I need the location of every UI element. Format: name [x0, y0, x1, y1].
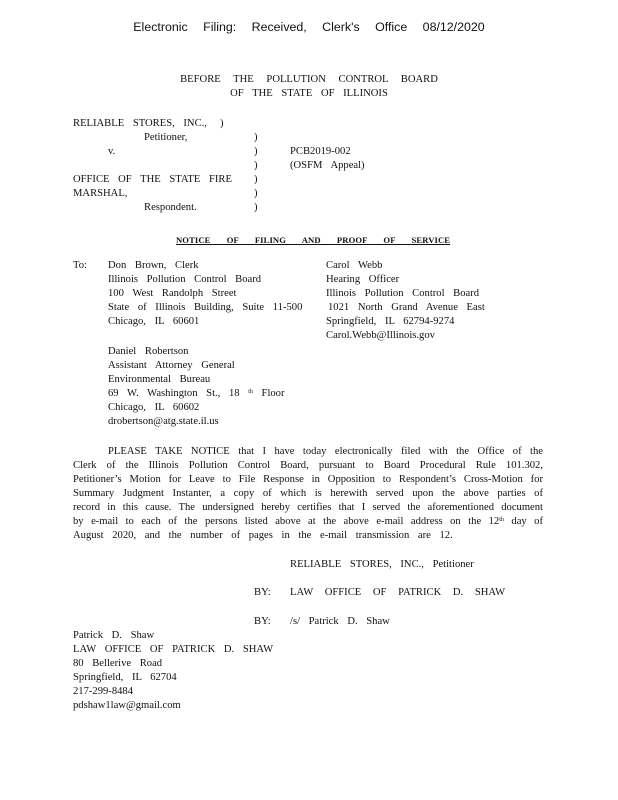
document-title: NOTICE OF FILING AND PROOF OF SERVICE [176, 235, 451, 245]
contact-phone: 217-299-8484 [73, 686, 134, 697]
notice-line: record in this cause. The undersigned hereby certifies that I served the aforementioned document [73, 502, 543, 513]
recipient-email: Carol.Webb@Illinois.gov [326, 330, 435, 341]
court-heading-line1: BEFORE THE POLLUTION CONTROL BOARD [180, 74, 438, 85]
caption-paren: ) [254, 202, 258, 213]
court-heading-line2: OF THE STATE OF ILLINOIS [230, 88, 388, 99]
contact-line: Springfield, IL 62704 [73, 672, 177, 683]
caption-versus: v. [108, 146, 116, 157]
recipient-line: Chicago, IL 60601 [108, 316, 200, 327]
by-label: BY: [254, 616, 271, 627]
caption-paren: ) [254, 188, 258, 199]
recipient-line: Illinois Pollution Control Board [108, 274, 262, 285]
notice-line [73, 515, 543, 529]
address-text: 69 W. Washington St., 18 [108, 388, 240, 399]
recipient-line: Hearing Officer [326, 274, 400, 285]
recipient-hearing-officer [326, 259, 485, 343]
signature-firm: LAW OFFICE OF PATRICK D. SHAW [290, 587, 506, 598]
recipient-line: Springfield, IL 62794-9274 [326, 316, 455, 327]
ordinal-suffix: th [499, 517, 504, 523]
notice-line: PLEASE TAKE NOTICE that I have today electronically filed with the Office of the [108, 446, 543, 457]
by-label: BY: [254, 587, 271, 598]
caption-respondent-name: OFFICE OF THE STATE FIRE [73, 174, 232, 185]
contact-email: pdshaw1law@gmail.com [73, 700, 181, 711]
recipient-line: Chicago, IL 60602 [108, 402, 200, 413]
filing-stamp: Electronic Filing: Received, Clerk's Office 08/12/2020 [133, 20, 485, 34]
ordinal-suffix: th [248, 389, 253, 395]
notice-text: by e-mail to each of the persons listed above at the above e-mail address on the 12 [73, 516, 500, 527]
case-number: PCB2019-002 [290, 146, 351, 157]
contact-line: Patrick D. Shaw [73, 630, 155, 641]
electronic-signature: /s/ Patrick D. Shaw [290, 616, 390, 627]
caption-petitioner-role: Petitioner, [144, 132, 188, 143]
signature-party: RELIABLE STORES, INC., Petitioner [290, 559, 474, 570]
recipient-line: Carol Webb [326, 260, 383, 271]
recipient-line: Don Brown, Clerk [108, 260, 199, 271]
to-label: To: [73, 260, 87, 271]
recipient-attorney [108, 345, 285, 429]
caption-paren: ) [254, 132, 258, 143]
notice-text: day of [511, 516, 543, 527]
address-text: Floor [261, 388, 285, 399]
recipient-line: 1021 North Grand Avenue East [328, 302, 485, 313]
caption-paren: ) [254, 174, 258, 185]
case-type: (OSFM Appeal) [290, 160, 365, 171]
notice-line: Petitioner’s Motion for Leave to File Response in Opposition to Respondent’s Cross-Motion for [73, 474, 543, 485]
recipient-line: Illinois Pollution Control Board [326, 288, 480, 299]
recipient-clerk [108, 259, 302, 329]
notice-line: August 2020, and the number of pages in the e-mail transmission are 12. [73, 530, 453, 541]
recipient-address-line [108, 387, 285, 401]
notice-line: Summary Judgment Instanter, a copy of which is herewith served upon the above parties of [73, 488, 543, 499]
caption-paren: ) [254, 160, 258, 171]
caption-petitioner-name: RELIABLE STORES, INC., [73, 118, 207, 129]
notice-line: Clerk of the Illinois Pollution Control Board, pursuant to Board Procedural Rule 101.302, [73, 460, 543, 471]
recipient-line: Daniel Robertson [108, 346, 189, 357]
recipient-email: drobertson@atg.state.il.us [108, 416, 219, 427]
attorney-contact-block [73, 629, 273, 713]
caption-paren: ) [254, 146, 258, 157]
caption-respondent-role: Respondent. [144, 202, 197, 213]
recipient-line: Environmental Bureau [108, 374, 211, 385]
caption-paren: ) [220, 118, 224, 129]
contact-line: LAW OFFICE OF PATRICK D. SHAW [73, 644, 274, 655]
notice-paragraph [73, 445, 543, 543]
recipient-line: 100 West Randolph Street [108, 288, 237, 299]
recipient-line: State of Illinois Building, Suite 11-500 [108, 302, 303, 313]
contact-line: 80 Bellerive Road [73, 658, 163, 669]
caption-respondent-name-cont: MARSHAL, [73, 188, 128, 199]
recipient-line: Assistant Attorney General [108, 360, 235, 371]
